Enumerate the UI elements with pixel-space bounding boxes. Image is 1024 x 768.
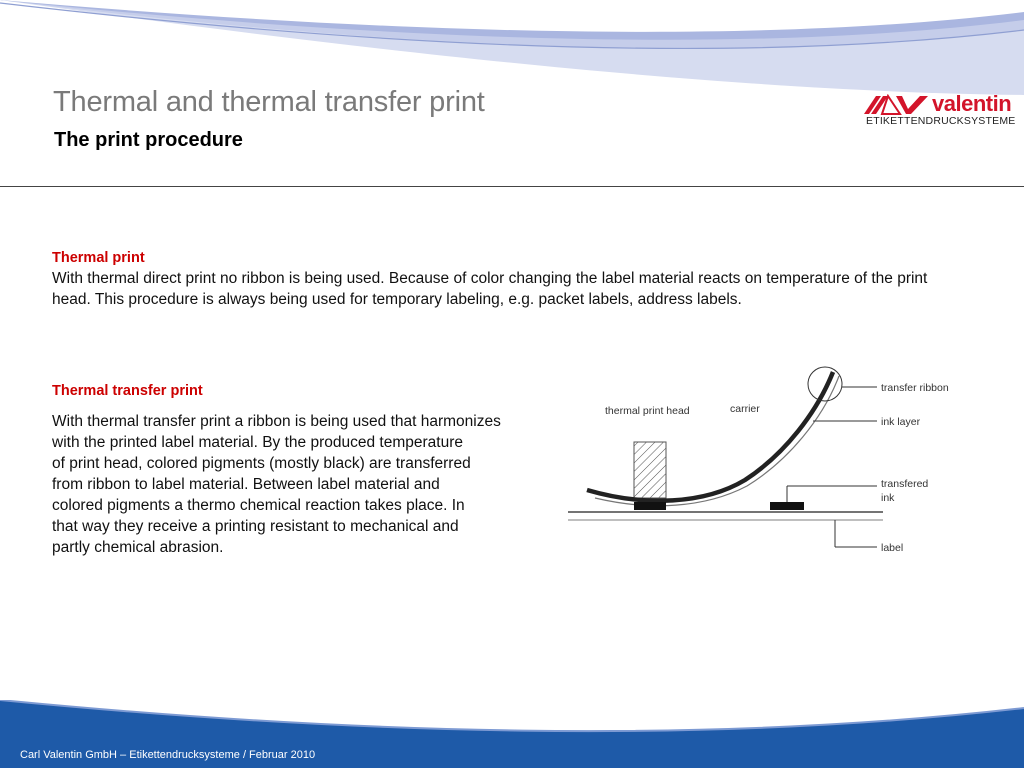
label-label: label bbox=[881, 542, 904, 554]
text-line: colored pigments a thermo chemical reaction takes place. In bbox=[52, 497, 465, 514]
label-transfered: transfered bbox=[881, 478, 929, 490]
thermal-print-heading: Thermal print bbox=[52, 250, 145, 266]
label-carrier: carrier bbox=[730, 403, 760, 415]
thermal-transfer-text bbox=[52, 411, 501, 558]
page-title: Thermal and thermal transfer print bbox=[53, 86, 485, 118]
header-divider bbox=[0, 186, 1024, 187]
header-swoosh bbox=[0, 0, 1024, 100]
text-line: that way they receive a printing resistant to mechanical and bbox=[52, 518, 459, 535]
text-line: from ribbon to label material. Between label material and bbox=[52, 476, 440, 493]
logo-tagline: ETIKETTENDRUCKSYSTEME bbox=[866, 115, 1016, 127]
company-logo bbox=[864, 92, 1014, 128]
label-ink-layer: ink layer bbox=[881, 416, 921, 428]
footer-text: Carl Valentin GmbH – Etikettendrucksysteme / Februar 2010 bbox=[20, 749, 316, 761]
text-line: With thermal transfer print a ribbon is being used that harmonizes bbox=[52, 413, 501, 430]
detail-circle bbox=[808, 367, 842, 401]
thermal-print-text: With thermal direct print no ribbon is being used. Because of color changing the label material reacts on temperature of the print head. This procedure is always being used for temporary labeling, e.g. packet labels, address labels. bbox=[52, 270, 928, 308]
thermal-transfer-heading: Thermal transfer print bbox=[52, 383, 203, 399]
text-line: with the printed label material. By the produced temperature bbox=[52, 434, 463, 451]
thermal-transfer-diagram bbox=[565, 362, 965, 562]
label-thermal-print-head: thermal print head bbox=[605, 405, 690, 417]
text-line: partly chemical abrasion. bbox=[52, 539, 224, 556]
ink-under-head bbox=[634, 502, 666, 510]
logo-brand-name: valentin bbox=[932, 91, 1012, 116]
transfered-ink-block bbox=[770, 502, 804, 510]
text-line: of print head, colored pigments (mostly black) are transferred bbox=[52, 455, 471, 472]
logo-mark-icon bbox=[864, 94, 930, 116]
ribbon-carrier bbox=[587, 372, 833, 501]
print-head-shape bbox=[634, 442, 666, 498]
page-subtitle: The print procedure bbox=[54, 129, 243, 151]
label-ink: ink bbox=[881, 492, 895, 504]
label-transfer-ribbon: transfer ribbon bbox=[881, 382, 949, 394]
